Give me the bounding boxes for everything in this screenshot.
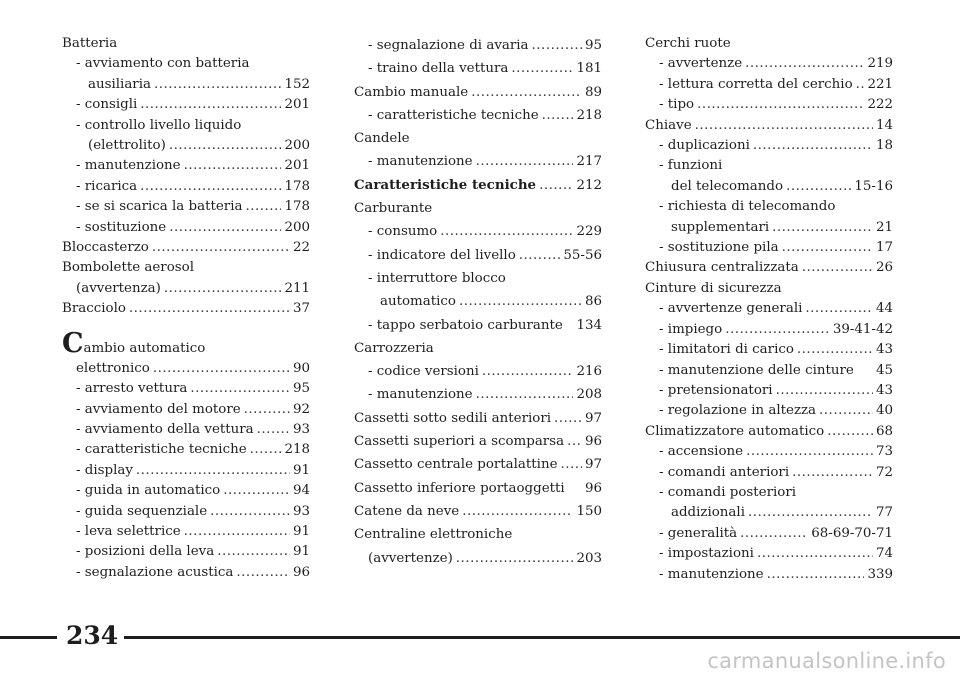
index-entry-page: 14 <box>875 117 893 133</box>
index-entry <box>354 337 602 360</box>
index-entry-label: del telecomando <box>671 178 784 194</box>
index-entry <box>62 156 310 176</box>
leader-dots <box>476 150 574 173</box>
index-entry <box>354 197 602 220</box>
index-entry <box>645 320 893 340</box>
index-entry <box>645 401 893 421</box>
leader-dots <box>136 461 290 481</box>
index-entry-page: 181 <box>576 61 602 77</box>
index-entry <box>354 150 602 173</box>
leader-dots <box>169 218 281 238</box>
index-entry <box>354 267 602 290</box>
leader-dots <box>184 156 282 176</box>
index-entry-label: automatico <box>380 294 456 310</box>
index-entry-page: 97 <box>584 457 602 473</box>
index-entry <box>645 544 893 564</box>
index-entry <box>62 327 310 359</box>
index-entry <box>62 299 310 319</box>
index-entry-page: 201 <box>284 158 310 174</box>
index-entry-label: Carrozzeria <box>354 340 434 356</box>
index-entry <box>62 136 310 156</box>
index-entry-page: 90 <box>292 360 310 376</box>
index-entry-label: - guida in automatico <box>76 483 221 499</box>
index-entry-page: 22 <box>292 240 310 256</box>
index-entry <box>354 383 602 406</box>
index-entry <box>645 156 893 176</box>
index-entry-label: - manutenzione <box>659 566 764 582</box>
leader-dots <box>459 290 582 313</box>
index-entry-page: 208 <box>576 387 602 403</box>
index-entry <box>645 238 893 258</box>
index-entry-label: Cassetti sotto sedili anteriori <box>354 410 552 426</box>
index-entry-page: 44 <box>875 301 893 317</box>
leader-dots <box>456 547 574 570</box>
index-entry-page: 229 <box>576 224 602 240</box>
leader-dots <box>476 383 574 406</box>
leader-dots <box>745 54 864 74</box>
index-entry-label: elettronico <box>76 360 150 376</box>
index-column-2 <box>354 34 602 570</box>
index-entry <box>645 279 893 299</box>
index-entry-page: 339 <box>867 566 893 582</box>
index-entry-page: 221 <box>867 76 893 92</box>
index-entry <box>62 75 310 95</box>
leader-dots <box>153 359 290 379</box>
index-entry-page: 178 <box>284 199 310 215</box>
index-entry-label: - tappo serbatoio carburante <box>368 317 563 333</box>
leader-dots <box>542 104 574 127</box>
index-entry-page: 222 <box>867 97 893 113</box>
index-entry-page: 68-69-70-71 <box>811 525 893 541</box>
index-entry-label: - traino della vettura <box>368 61 509 77</box>
index-entry-label: Cassetto centrale portalattine <box>354 457 558 473</box>
index-entry <box>645 218 893 238</box>
index-entry-label: - sostituzione <box>76 219 167 235</box>
index-entry-label: - indicatore del livello <box>368 247 516 263</box>
index-entry-label: - segnalazione di avaria <box>368 38 529 53</box>
leader-dots <box>797 340 873 360</box>
index-entry <box>62 359 310 379</box>
index-entry-label: addizionali <box>671 505 745 521</box>
leader-dots <box>767 565 865 585</box>
leader-dots <box>805 299 873 319</box>
index-entry-label <box>62 327 206 359</box>
leader-dots <box>856 75 865 95</box>
index-entry-page: 74 <box>875 546 893 562</box>
leader-dots <box>539 174 573 197</box>
leader-dots <box>782 238 873 258</box>
index-entry-label: Chiusura centralizzata <box>645 260 799 276</box>
index-entry <box>354 453 602 476</box>
leader-dots <box>169 136 282 156</box>
index-entry-page: 92 <box>292 401 310 417</box>
index-entry-page: 134 <box>576 317 602 333</box>
index-entry-page: 200 <box>284 219 310 235</box>
leader-dots <box>440 220 573 243</box>
index-entry-label: - consigli <box>76 97 138 113</box>
leader-dots <box>257 420 290 440</box>
index-entry <box>62 197 310 217</box>
leader-dots <box>567 430 582 453</box>
index-column-1 <box>62 34 310 583</box>
index-entry <box>354 104 602 127</box>
index-entry-page: 216 <box>576 364 602 380</box>
index-entry-page: 212 <box>576 177 602 193</box>
leader-dots <box>223 481 290 501</box>
index-entry-page: 18 <box>875 138 893 154</box>
index-column-3 <box>645 34 893 585</box>
index-entry-page: 97 <box>584 410 602 426</box>
index-entry-label: - regolazione in altezza <box>659 403 817 419</box>
index-entry-label: Candele <box>354 131 410 147</box>
index-entry-label: - controllo livello liquido <box>76 117 242 133</box>
index-entry-label: - arresto vettura <box>76 381 188 397</box>
index-entry-label: Cerchi ruote <box>645 36 731 51</box>
index-entry <box>354 430 602 453</box>
index-entry <box>62 116 310 136</box>
index-entry-page: 96 <box>584 480 602 496</box>
index-entry-label: - tipo <box>659 97 695 113</box>
index-entry-label: - manutenzione delle cinture <box>659 362 854 378</box>
leader-dots <box>245 197 281 217</box>
index-entry-page: 211 <box>284 280 310 296</box>
index-entry <box>354 500 602 523</box>
watermark: carmanualsonline.info <box>707 649 946 673</box>
index-entry-page: 37 <box>292 301 310 317</box>
index-entry-page: 72 <box>875 464 893 480</box>
index-entry-page: 15-16 <box>854 178 893 194</box>
index-entry-label: - richiesta di telecomando <box>659 199 836 215</box>
index-entry <box>62 542 310 562</box>
footer-rule-left <box>0 636 57 639</box>
index-entry-label: - avvertenze generali <box>659 301 803 317</box>
drop-cap-letter: C <box>62 327 84 359</box>
index-entry <box>645 503 893 523</box>
leader-dots <box>462 500 573 523</box>
index-entry <box>62 420 310 440</box>
index-entry-label: - pretensionatori <box>659 382 773 398</box>
index-entry-label: - accensione <box>659 444 744 460</box>
index-entry <box>62 379 310 399</box>
leader-dots <box>695 116 873 136</box>
index-entry <box>645 95 893 115</box>
index-entry-label: - se si scarica la batteria <box>76 199 243 215</box>
index-entry-label: - impiego <box>659 321 723 337</box>
index-entry <box>62 54 310 74</box>
index-entry-page: 55-56 <box>563 247 602 263</box>
index-entry-label: - consumo <box>368 224 438 240</box>
index-entry-page: 17 <box>875 240 893 256</box>
leader-dots <box>184 522 290 542</box>
index-entry <box>645 75 893 95</box>
index-entry <box>62 258 310 278</box>
index-entry-label: - display <box>76 462 133 478</box>
index-entry-label: - generalità <box>659 525 738 541</box>
index-entry <box>645 34 893 54</box>
leader-dots <box>776 381 873 401</box>
index-entry <box>354 290 602 313</box>
leader-dots <box>190 379 290 399</box>
leader-dots <box>471 81 582 104</box>
index-entry <box>354 81 602 104</box>
index-entry <box>62 279 310 299</box>
index-entry-page: 91 <box>292 544 310 560</box>
leader-dots <box>748 503 873 523</box>
index-entry <box>645 299 893 319</box>
index-entry <box>62 177 310 197</box>
index-entry <box>354 244 602 267</box>
index-entry <box>354 477 602 500</box>
index-entry <box>354 220 602 243</box>
index-entry-label: supplementari <box>671 219 770 235</box>
index-entry <box>354 547 602 570</box>
leader-dots <box>140 95 281 115</box>
index-entry <box>354 523 602 546</box>
index-entry-label: - manutenzione <box>76 158 181 174</box>
leader-dots <box>802 258 873 278</box>
index-entry <box>645 340 893 360</box>
index-entry-page: 89 <box>584 84 602 100</box>
leader-dots <box>152 238 290 258</box>
index-entry <box>645 565 893 585</box>
index-entry-page: 95 <box>584 38 602 53</box>
index-entry-page: 200 <box>284 138 310 154</box>
leader-dots <box>210 502 290 522</box>
index-entry <box>354 407 602 430</box>
index-entry-page: 178 <box>284 178 310 194</box>
leader-dots <box>244 400 290 420</box>
leader-dots <box>697 95 864 115</box>
index-entry-label: Bloccasterzo <box>62 240 149 256</box>
index-entry-page: 93 <box>292 421 310 437</box>
leader-dots <box>154 75 281 95</box>
index-entry-page: 91 <box>292 523 310 539</box>
index-entry-label: - duplicazioni <box>659 138 750 154</box>
index-entry-page: 21 <box>875 219 893 235</box>
index-entry-label: Chiave <box>645 117 692 133</box>
index-entry-label: - manutenzione <box>368 387 473 403</box>
leader-dots <box>140 177 281 197</box>
leader-dots <box>250 440 282 460</box>
index-entry-page: 73 <box>875 444 893 460</box>
index-entry-label: - limitatori di carico <box>659 342 794 358</box>
index-entry-label: Climatizzatore automatico <box>645 423 825 439</box>
index-entry-page: 96 <box>292 564 310 580</box>
index-entry-page: 39-41-42 <box>832 321 893 337</box>
leader-dots <box>725 320 830 340</box>
index-entry-label: - interruttore blocco <box>368 270 506 286</box>
index-entry-page: 86 <box>584 294 602 310</box>
leader-dots <box>217 542 290 562</box>
index-entry-page: 150 <box>576 503 602 519</box>
index-entry <box>645 422 893 442</box>
index-entry <box>62 95 310 115</box>
leader-dots <box>786 177 851 197</box>
leader-dots <box>164 279 282 299</box>
index-entry-page: 68 <box>875 423 893 439</box>
index-entry <box>62 481 310 501</box>
index-entry-label: (elettrolito) <box>88 138 166 154</box>
index-entry-page: 218 <box>576 107 602 123</box>
index-entry-label: - ricarica <box>76 178 138 194</box>
index-entry <box>645 442 893 462</box>
index-entry-label: - impostazioni <box>659 546 754 562</box>
index-entry-page: 43 <box>875 342 893 358</box>
index-entry-label: (avvertenza) <box>76 280 161 296</box>
index-entry-page: 203 <box>576 550 602 566</box>
index-entry-page: 217 <box>576 154 602 170</box>
index-entry <box>354 127 602 150</box>
index-entry-label: - avviamento con batteria <box>76 56 250 72</box>
index-entry <box>645 197 893 217</box>
index-entry-page: 93 <box>292 503 310 519</box>
index-entry <box>62 461 310 481</box>
index-entry <box>645 361 893 381</box>
index-entry-label: - manutenzione <box>368 154 473 170</box>
index-entry-page: 95 <box>292 381 310 397</box>
index-entry-page: 94 <box>292 483 310 499</box>
leader-dots <box>554 407 582 430</box>
index-entry <box>645 54 893 74</box>
index-entry-label: Bracciolo <box>62 301 126 317</box>
leader-dots <box>746 442 873 462</box>
index-entry-label: Batteria <box>62 36 118 51</box>
index-entry <box>645 381 893 401</box>
index-entry-page: 219 <box>867 56 893 72</box>
index-entry <box>62 563 310 583</box>
leader-dots <box>561 453 582 476</box>
index-entry-label: - caratteristiche tecniche <box>76 442 247 458</box>
index-entry <box>354 34 602 57</box>
index-entry-label: Caratteristiche tecniche <box>354 176 537 193</box>
index-entry-label: - comandi posteriori <box>659 484 796 500</box>
index-entry <box>62 522 310 542</box>
index-entry-label: Cinture di sicurezza <box>645 280 782 296</box>
index-entry <box>62 502 310 522</box>
index-entry <box>645 177 893 197</box>
index-entry <box>354 57 602 80</box>
index-entry-page: 201 <box>284 97 310 113</box>
index-entry-label: - leva selettrice <box>76 523 181 539</box>
index-entry-label: - posizioni della leva <box>76 544 215 560</box>
leader-dots <box>511 57 573 80</box>
index-entry <box>62 34 310 54</box>
index-entry <box>62 400 310 420</box>
index-entry-label: Carburante <box>354 201 433 217</box>
index-entry <box>62 218 310 238</box>
leader-dots <box>819 401 873 421</box>
leader-dots <box>757 544 873 564</box>
index-entry-page: 26 <box>875 260 893 276</box>
leader-dots <box>236 563 290 583</box>
index-entry-page: 152 <box>284 76 310 92</box>
index-entry-page: 77 <box>875 505 893 521</box>
leader-dots <box>772 218 873 238</box>
index-entry <box>645 463 893 483</box>
index-entry <box>645 258 893 278</box>
index-entry <box>354 174 602 197</box>
index-entry <box>62 440 310 460</box>
index-entry-label: Centraline elettroniche <box>354 527 513 543</box>
leader-dots <box>519 244 561 267</box>
footer-rule-right <box>124 636 960 639</box>
index-entry <box>62 238 310 258</box>
index-entry-label: - caratteristiche tecniche <box>368 107 539 123</box>
index-entry-label: Bombolette aerosol <box>62 260 194 276</box>
leader-dots <box>129 299 290 319</box>
page-number: 234 <box>66 621 119 650</box>
index-entry <box>645 483 893 503</box>
index-entry-page: 91 <box>292 462 310 478</box>
index-entry <box>645 524 893 544</box>
index-entry-label: ausiliaria <box>88 76 151 92</box>
index-entry-label: - comandi anteriori <box>659 464 790 480</box>
index-entry-text: ambio automatico <box>83 340 206 356</box>
index-entry-label: - funzioni <box>659 158 723 174</box>
leader-dots <box>482 360 574 383</box>
index-entry-label: - guida sequenziale <box>76 503 208 519</box>
index-entry-label: - avvertenze <box>659 56 743 72</box>
index-entry-label: - avviamento del motore <box>76 401 241 417</box>
index-entry-label: - avviamento della vettura <box>76 421 254 437</box>
index-entry-label: (avvertenze) <box>368 550 453 566</box>
index-entry-page: 96 <box>584 434 602 450</box>
leader-dots <box>740 524 808 544</box>
leader-dots <box>792 463 873 483</box>
index-entry <box>354 314 602 337</box>
index-entry-label: Cambio manuale <box>354 84 469 100</box>
index-entry-page: 45 <box>875 362 893 378</box>
leader-dots <box>532 34 582 57</box>
index-entry-page: 40 <box>875 403 893 419</box>
index-entry <box>354 360 602 383</box>
index-entry-label: - segnalazione acustica <box>76 564 234 580</box>
index-entry-label: - codice versioni <box>368 364 479 380</box>
index-entry-label: - lettura corretta del cerchio <box>659 76 853 92</box>
leader-dots <box>753 136 873 156</box>
index-entry-page: 43 <box>875 382 893 398</box>
index-entry-label: - sostituzione pila <box>659 240 779 256</box>
index-entry <box>645 116 893 136</box>
leader-dots <box>827 422 873 442</box>
index-entry-label: Catene da neve <box>354 503 460 519</box>
index-entry <box>645 136 893 156</box>
index-entry-label: Cassetti superiori a scomparsa <box>354 434 565 450</box>
index-entry-page: 218 <box>284 442 310 458</box>
index-entry-label: Cassetto inferiore portaoggetti <box>354 480 565 496</box>
